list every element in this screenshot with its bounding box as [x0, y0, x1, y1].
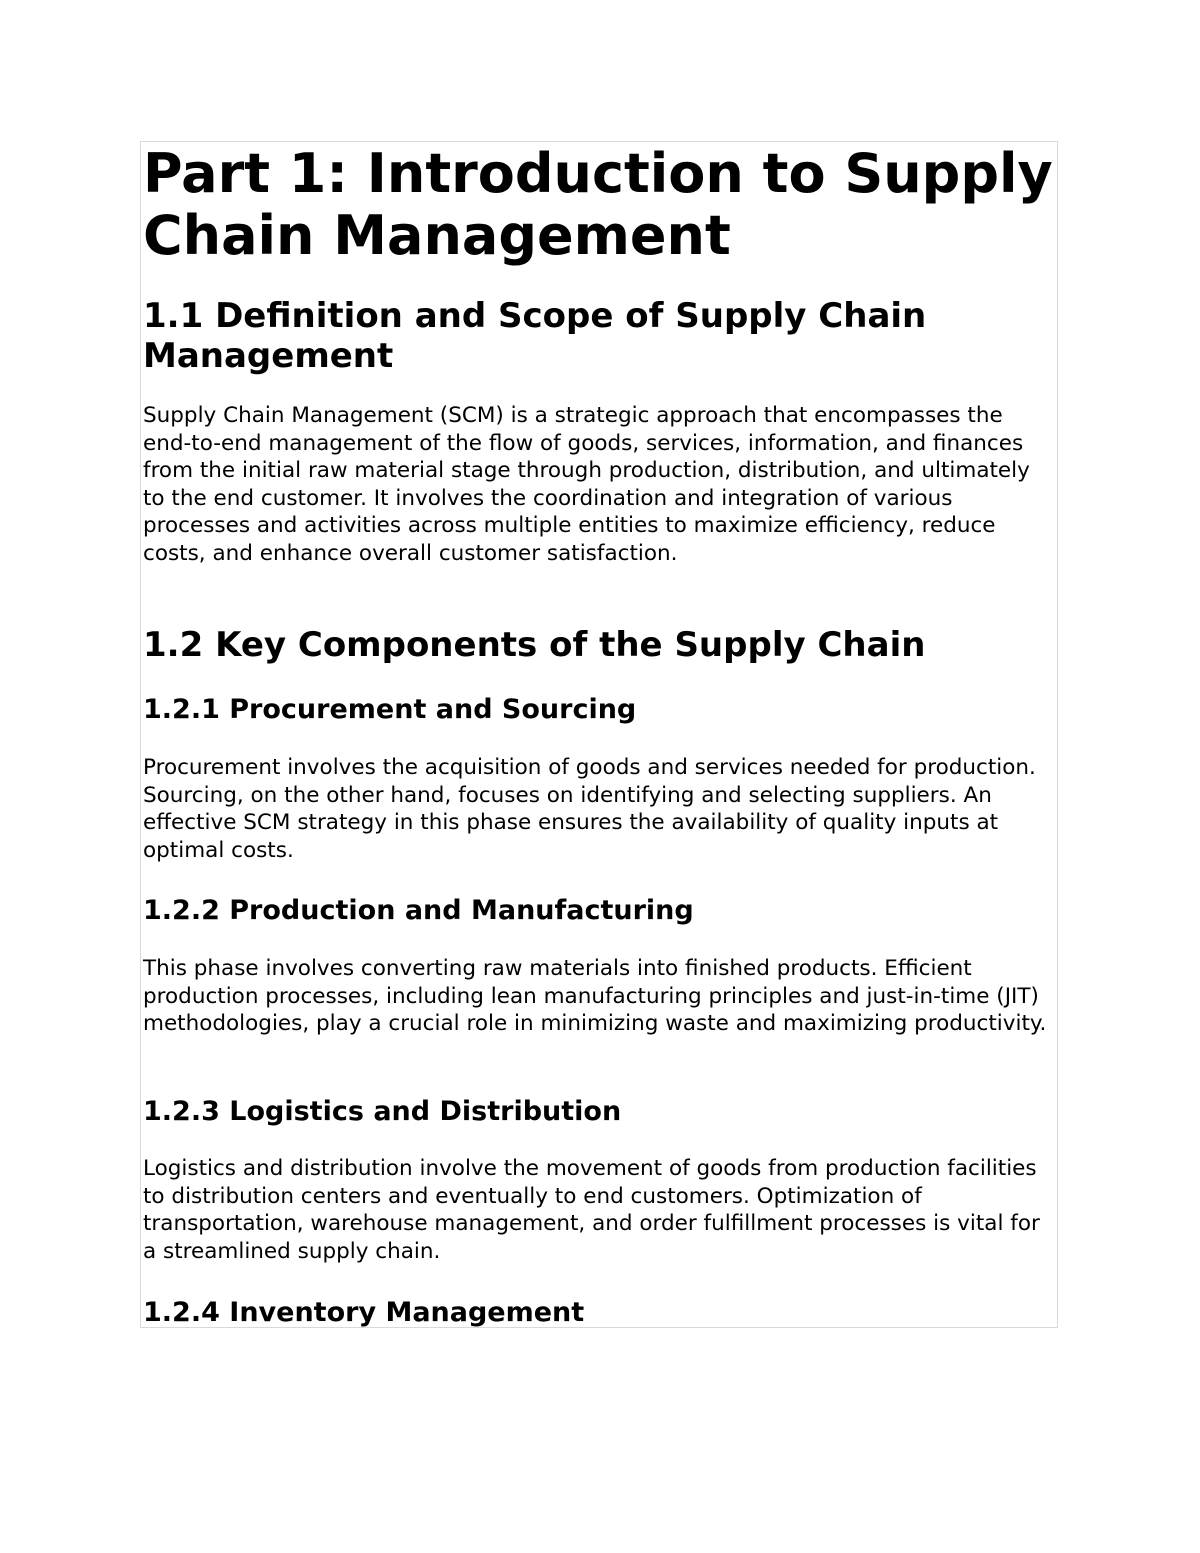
- document-page: [140, 141, 1058, 1328]
- section-heading-1-1: 1.1 Definition and Scope of Supply Chain Management: [143, 296, 927, 376]
- subsection-body-1-2-3: Logistics and distribution involve the movement of goods from production facilities to distribution centers and eventually to end customers. Optimization of transportation, warehouse management, and order fulfillment processes is vital for a streamlined supply chain.: [143, 1156, 1040, 1264]
- subsection-heading-1-2-3: 1.2.3 Logistics and Distribution: [143, 1096, 622, 1127]
- subsection-body-1-2-1: Procurement involves the acquisition of goods and services needed for production. Sourcing, on the other hand, focuses on identifying and selecting suppliers. An effective SCM strategy in this phase ensures the availability of quality inputs at optimal costs.: [143, 755, 1036, 863]
- subsection-heading-1-2-4: 1.2.4 Inventory Management: [143, 1297, 585, 1328]
- section-heading-1-2: 1.2 Key Components of the Supply Chain: [143, 625, 926, 665]
- subsection-heading-1-2-2: 1.2.2 Production and Manufacturing: [143, 895, 694, 926]
- subsection-body-1-2-2: This phase involves converting raw materials into finished products. Efficient production processes, including lean manufacturing principles and just-in-time (JIT) methodologies, play a crucial role in minimizing waste and maximizing productivity.: [143, 956, 1047, 1036]
- section-body-1-1: Supply Chain Management (SCM) is a strategic approach that encompasses the end-to-end management of the flow of goods, services, information, and finances from the initial raw material stage through production, distribution, and ultimately to the end customer. It involves the coordination and integration of various processes and activities across multiple entities to maximize efficiency, reduce costs, and enhance overall customer satisfaction.: [143, 403, 1030, 566]
- document-title: Part 1: Introduction to Supply Chain Management: [143, 142, 1053, 267]
- subsection-heading-1-2-1: 1.2.1 Procurement and Sourcing: [143, 694, 637, 725]
